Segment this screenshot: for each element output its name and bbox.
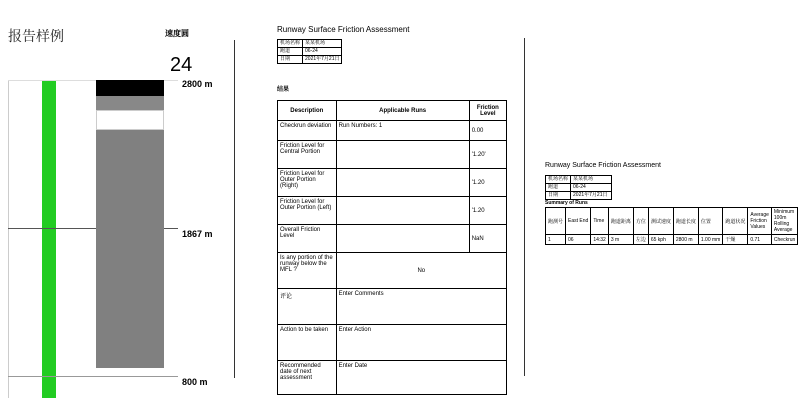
info-label: 机场名称	[546, 176, 571, 184]
sum-col: 跑测号	[546, 208, 566, 235]
row-level: 0.00	[469, 121, 506, 141]
comments-label: 评论	[278, 289, 337, 325]
col-description: Description	[278, 101, 337, 121]
sum-cell: 1	[546, 235, 566, 245]
summary-title: Runway Surface Friction Assessment	[545, 162, 661, 169]
sum-cell: 0.71	[748, 235, 772, 245]
sum-col: 测试速度	[648, 208, 673, 235]
sum-cell: 2800 m	[673, 235, 698, 245]
mfl-answer: No	[336, 253, 506, 289]
mfl-question: Is any portion of the runway below the MFL ?	[278, 253, 337, 289]
date-input[interactable]: Enter Date	[336, 361, 506, 395]
segment-white	[96, 110, 164, 130]
sum-cell: 3 m	[608, 235, 633, 245]
row-runs	[336, 225, 469, 253]
row-level: '1.20	[469, 197, 506, 225]
row-runs	[336, 169, 469, 197]
chart-left-edge	[8, 80, 9, 398]
row-runs	[336, 141, 469, 169]
page-title: 报告样例	[8, 28, 64, 44]
col-friction-level: Friction Level	[469, 101, 506, 121]
sum-col: 跑道距离	[608, 208, 633, 235]
sum-col: Minimum 100m Rolling Average	[771, 208, 797, 235]
sum-col: Average Friction Values	[748, 208, 772, 235]
info-value: 06-24	[571, 184, 612, 192]
segment-gray-main	[96, 130, 164, 368]
row-runs: Run Numbers: 1	[336, 121, 469, 141]
sum-col: 跑道长度	[673, 208, 698, 235]
sum-cell: 14:32	[591, 235, 609, 245]
sum-col: 方位	[633, 208, 648, 235]
summary-info-table	[545, 175, 612, 200]
info-value: 某某机场	[303, 40, 342, 48]
info-value: 2021年7月21日	[303, 56, 342, 64]
action-label: Action to be taken	[278, 325, 337, 361]
sum-cell: Checkrun	[771, 235, 797, 245]
row-desc: Friction Level for Central Portion	[278, 141, 337, 169]
results-table	[277, 100, 507, 395]
row-desc: Overall Friction Level	[278, 225, 337, 253]
info-value: 06-24	[303, 48, 342, 56]
separator-2	[524, 38, 525, 376]
info-value: 某某机场	[571, 176, 612, 184]
sum-cell: 06	[566, 235, 591, 245]
mark-label-800: 800 m	[182, 377, 208, 387]
info-label: 跑道	[278, 48, 303, 56]
segment-black	[96, 80, 164, 96]
action-input[interactable]: Enter Action	[336, 325, 506, 361]
summary-table	[545, 207, 798, 245]
mark-line-800	[8, 376, 178, 377]
row-desc: Friction Level for Outer Portion (Right)	[278, 169, 337, 197]
speed-chart-title: 速度圆	[165, 29, 189, 38]
info-label: 跑道	[546, 184, 571, 192]
row-level: NaN	[469, 225, 506, 253]
row-runs	[336, 197, 469, 225]
sum-cell: 左边	[633, 235, 648, 245]
date-label: Recommended date of next assessment	[278, 361, 337, 395]
speed-value: 24	[170, 54, 193, 76]
info-label: 机场名称	[278, 40, 303, 48]
comments-input[interactable]: Enter Comments	[336, 289, 506, 325]
sum-col: Time	[591, 208, 609, 235]
row-level: '1.20'	[469, 141, 506, 169]
sum-cell: 干燥	[723, 235, 748, 245]
separator-1	[234, 40, 235, 378]
sum-col: 位置	[698, 208, 722, 235]
info-value: 2021年7月21日	[571, 192, 612, 200]
row-desc: Checkrun deviation	[278, 121, 337, 141]
info-label: 日期	[546, 192, 571, 200]
summary-heading: Summary of Runs	[545, 200, 588, 206]
col-applicable-runs: Applicable Runs	[336, 101, 469, 121]
row-level: '1.20	[469, 169, 506, 197]
sum-col: 跑道状况	[723, 208, 748, 235]
green-lane-bar	[42, 80, 56, 398]
sum-col: East End	[566, 208, 591, 235]
mark-label-1867: 1867 m	[182, 229, 213, 239]
info-label: 日期	[278, 56, 303, 64]
results-heading: 结果	[277, 87, 290, 93]
mark-label-2800: 2800 m	[182, 79, 213, 89]
sum-cell: 65 kph	[648, 235, 673, 245]
report-title: Runway Surface Friction Assessment	[277, 25, 410, 34]
report-info-table	[277, 39, 342, 64]
sum-cell: 1.00 mm	[698, 235, 722, 245]
segment-gray-top	[96, 96, 164, 110]
row-desc: Friction Level for Outer Portion (Left)	[278, 197, 337, 225]
